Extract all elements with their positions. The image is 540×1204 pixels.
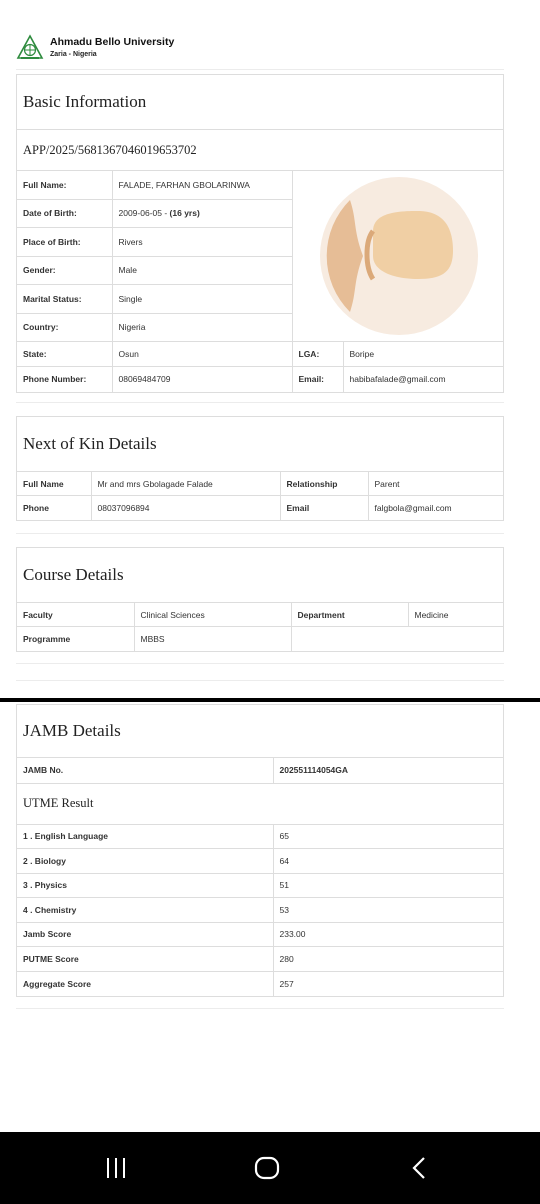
subject-score: 64 bbox=[273, 849, 503, 874]
country-label: Country: bbox=[17, 313, 112, 342]
full-name-label: Full Name: bbox=[17, 171, 112, 200]
jamb-number-value: 202551114054GA bbox=[273, 758, 503, 783]
aggregate-score-label: Aggregate Score bbox=[17, 971, 273, 996]
programme-value: MBBS bbox=[134, 627, 291, 651]
recent-apps-icon bbox=[104, 1157, 128, 1179]
university-name: Ahmadu Bello University bbox=[50, 36, 175, 48]
faculty-label: Faculty bbox=[17, 603, 134, 627]
divider bbox=[16, 402, 504, 403]
lga-label: LGA: bbox=[292, 342, 343, 367]
lga-value: Boripe bbox=[343, 342, 503, 367]
passport-photo bbox=[293, 171, 505, 341]
home-icon bbox=[254, 1156, 280, 1180]
utme-results-table bbox=[17, 824, 503, 996]
department-value: Medicine bbox=[408, 603, 503, 627]
back-chevron-icon bbox=[411, 1156, 427, 1180]
phone-label: Phone Number: bbox=[17, 367, 112, 392]
email-label: Email: bbox=[292, 367, 343, 392]
kin-phone-value: 08037096894 bbox=[91, 496, 280, 520]
table-row bbox=[17, 898, 503, 923]
state-value: Osun bbox=[112, 342, 292, 367]
marital-status-value: Single bbox=[112, 285, 292, 314]
subject-score: 65 bbox=[273, 824, 503, 849]
department-label: Department bbox=[291, 603, 408, 627]
basic-info-table bbox=[17, 170, 503, 392]
aggregate-score-value: 257 bbox=[273, 971, 503, 996]
putme-score-label: PUTME Score bbox=[17, 947, 273, 972]
kin-name-value: Mr and mrs Gbolagade Falade bbox=[91, 472, 280, 496]
table-row bbox=[17, 849, 503, 874]
divider bbox=[16, 663, 504, 664]
table-row bbox=[17, 947, 503, 972]
table-row bbox=[17, 824, 503, 849]
table-row bbox=[17, 873, 503, 898]
divider bbox=[16, 680, 504, 681]
university-location: Zaria - Nigeria bbox=[50, 51, 97, 58]
gender-label: Gender: bbox=[17, 256, 112, 285]
jamb-score-value: 233.00 bbox=[273, 922, 503, 947]
faculty-value: Clinical Sciences bbox=[134, 603, 291, 627]
kin-phone-label: Phone bbox=[17, 496, 91, 520]
app-header bbox=[16, 30, 506, 66]
pob-value: Rivers bbox=[112, 228, 292, 257]
subject-score: 53 bbox=[273, 898, 503, 923]
subject-name: 2 . Biology bbox=[17, 849, 273, 874]
recent-apps-button[interactable] bbox=[96, 1154, 136, 1182]
pob-label: Place of Birth: bbox=[17, 228, 112, 257]
kin-name-label: Full Name bbox=[17, 472, 91, 496]
dob-value bbox=[112, 199, 292, 228]
table-row bbox=[17, 971, 503, 996]
kin-email-value: falgbola@gmail.com bbox=[368, 496, 503, 520]
course-details-title: Course Details bbox=[23, 565, 124, 584]
subject-name: 4 . Chemistry bbox=[17, 898, 273, 923]
back-button[interactable] bbox=[399, 1154, 439, 1182]
course-details-table bbox=[17, 602, 503, 651]
divider bbox=[16, 533, 504, 534]
jamb-score-label: Jamb Score bbox=[17, 922, 273, 947]
home-button[interactable] bbox=[247, 1154, 287, 1182]
marital-status-label: Marital Status: bbox=[17, 285, 112, 314]
jamb-details-section bbox=[16, 704, 504, 997]
next-of-kin-title: Next of Kin Details bbox=[23, 434, 157, 453]
full-name-value: FALADE, FARHAN GBOLARINWA bbox=[112, 171, 292, 200]
course-details-section bbox=[16, 547, 504, 652]
system-navigation-bar bbox=[0, 1132, 540, 1204]
dob-date: 2009-06-05 - bbox=[118, 208, 170, 219]
empty-cell bbox=[291, 627, 503, 651]
subject-name: 1 . English Language bbox=[17, 824, 273, 849]
divider bbox=[16, 69, 504, 70]
jamb-number-label: JAMB No. bbox=[17, 758, 273, 783]
kin-relationship-label: Relationship bbox=[280, 472, 368, 496]
jamb-details-title: JAMB Details bbox=[23, 721, 121, 740]
kin-relationship-value: Parent bbox=[368, 472, 503, 496]
utme-result-title: UTME Result bbox=[17, 783, 503, 824]
dob-label: Date of Birth: bbox=[17, 199, 112, 228]
phone-value: 08069484709 bbox=[112, 367, 292, 392]
state-label: State: bbox=[17, 342, 112, 367]
divider bbox=[16, 1008, 504, 1009]
university-logo-icon bbox=[16, 34, 44, 62]
kin-email-label: Email bbox=[280, 496, 368, 520]
next-of-kin-table bbox=[17, 471, 503, 520]
subject-score: 51 bbox=[273, 873, 503, 898]
basic-information-title: Basic Information bbox=[23, 92, 147, 111]
application-number: APP/2025/5681367046019653702 bbox=[17, 129, 503, 170]
page-break-bar bbox=[0, 698, 540, 702]
basic-information-section bbox=[16, 74, 504, 393]
age-value: (16 yrs) bbox=[169, 208, 200, 219]
passport-photo-cell bbox=[292, 171, 503, 342]
jamb-number-table bbox=[17, 757, 503, 783]
country-value: Nigeria bbox=[112, 313, 292, 342]
table-row bbox=[17, 922, 503, 947]
subject-name: 3 . Physics bbox=[17, 873, 273, 898]
putme-score-value: 280 bbox=[273, 947, 503, 972]
next-of-kin-section bbox=[16, 416, 504, 521]
gender-value: Male bbox=[112, 256, 292, 285]
programme-label: Programme bbox=[17, 627, 134, 651]
email-value: habibafalade@gmail.com bbox=[343, 367, 503, 392]
